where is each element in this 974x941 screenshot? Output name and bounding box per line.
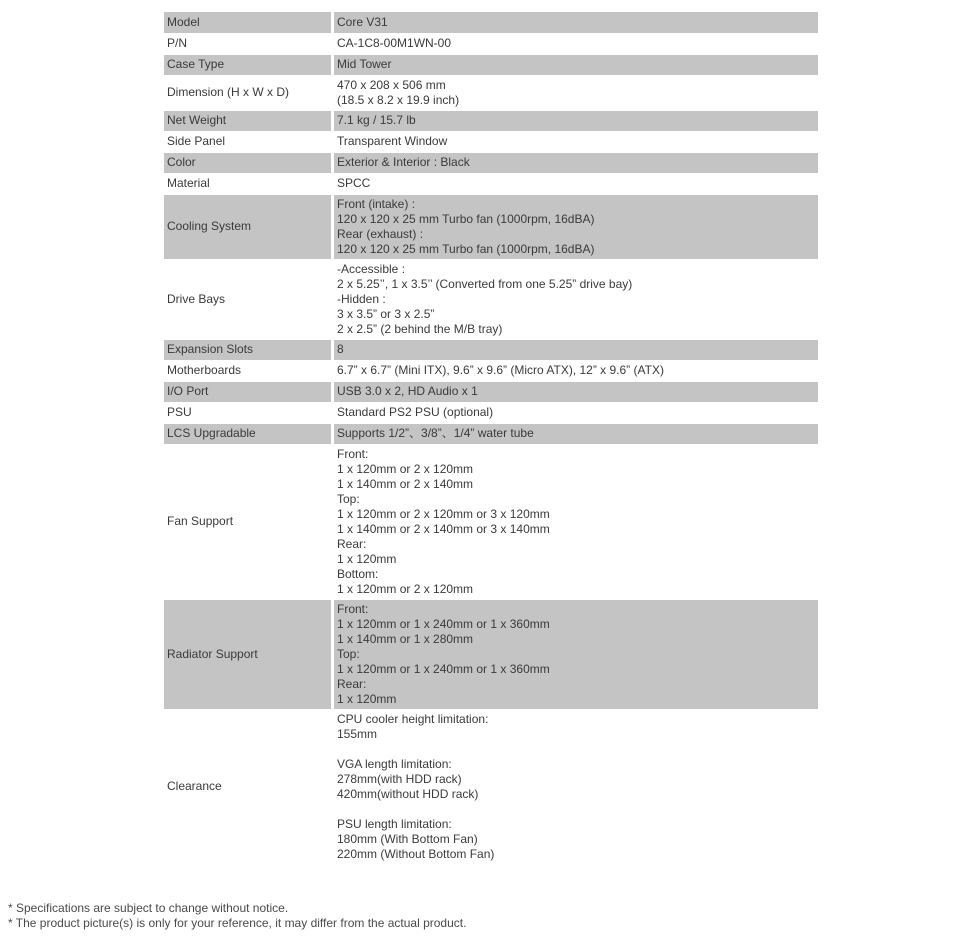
spec-value-line: Top: xyxy=(337,491,360,506)
spec-value xyxy=(333,54,819,75)
spec-label: Case Type xyxy=(164,54,333,75)
spec-label: Model xyxy=(164,12,333,33)
spec-label: Radiator Support xyxy=(164,599,333,709)
spec-row xyxy=(164,423,818,444)
spec-value-line: 1 x 120mm xyxy=(337,551,397,566)
spec-row xyxy=(164,381,818,402)
spec-value-line: Exterior & Interior : Black xyxy=(337,155,470,169)
spec-row xyxy=(164,194,818,259)
spec-label: Side Panel xyxy=(164,131,333,152)
spec-value-line: 1 x 120mm or 2 x 120mm xyxy=(337,581,474,596)
spec-value-line: 6.7” x 6.7” (Mini ITX), 9.6” x 9.6” (Micro ATX), 12” x 9.6” (ATX) xyxy=(337,363,664,377)
spec-label: Motherboards xyxy=(164,360,333,381)
spec-value-line: -Hidden : xyxy=(337,291,386,306)
footnotes xyxy=(8,901,968,931)
spec-value-line: Top: xyxy=(337,646,360,661)
spec-value-line: 470 x 208 x 506 mm xyxy=(337,77,446,92)
spec-value-line: 1 x 140mm or 2 x 140mm xyxy=(337,476,474,491)
spec-value xyxy=(333,599,819,709)
spec-value-line: (18.5 x 8.2 x 19.9 inch) xyxy=(337,92,460,107)
spec-value xyxy=(333,194,819,259)
spec-value-line: Supports 1/2”、3/8”、1/4” water tube xyxy=(337,426,534,440)
spec-row xyxy=(164,259,818,339)
spec-value-line: 1 x 120mm or 1 x 240mm or 1 x 360mm xyxy=(337,661,550,676)
spec-value-line xyxy=(337,802,815,817)
spec-value-line: CPU cooler height limitation: xyxy=(337,711,489,726)
spec-value-line: 1 x 120mm or 1 x 240mm or 1 x 360mm xyxy=(337,616,550,631)
spec-label: Color xyxy=(164,152,333,173)
spec-label: I/O Port xyxy=(164,381,333,402)
spec-value-line: Transparent Window xyxy=(337,134,448,148)
spec-row xyxy=(164,54,818,75)
spec-value-line: USB 3.0 x 2, HD Audio x 1 xyxy=(337,384,478,398)
spec-value-line: 155mm xyxy=(337,726,378,741)
spec-label: Dimension (H x W x D) xyxy=(164,75,333,110)
spec-value-line: 120 x 120 x 25 mm Turbo fan (1000rpm, 16dBA) xyxy=(337,211,595,226)
spec-value xyxy=(333,402,819,423)
footnote-picture-reference: * The product picture(s) is only for your reference, it may differ from the actual product. xyxy=(8,916,467,930)
spec-value-line: VGA length limitation: xyxy=(337,756,452,771)
spec-value-line: PSU length limitation: xyxy=(337,816,452,831)
spec-row xyxy=(164,444,818,599)
spec-label: Material xyxy=(164,173,333,194)
spec-value-line xyxy=(337,742,815,757)
spec-value-line: Rear: xyxy=(337,536,367,551)
spec-label: LCS Upgradable xyxy=(164,423,333,444)
spec-row xyxy=(164,599,818,709)
spec-value-line: 2 x 5.25’’, 1 x 3.5’’ (Converted from one 5.25” drive bay) xyxy=(337,276,633,291)
spec-value-line: -Accessible : xyxy=(337,261,406,276)
spec-row xyxy=(164,131,818,152)
spec-row xyxy=(164,152,818,173)
spec-row xyxy=(164,173,818,194)
footnote-spec-change: * Specifications are subject to change without notice. xyxy=(8,901,289,915)
spec-label: Fan Support xyxy=(164,444,333,599)
spec-value-line: 7.1 kg / 15.7 lb xyxy=(337,113,416,127)
spec-row xyxy=(164,360,818,381)
spec-table xyxy=(164,12,818,865)
spec-value xyxy=(333,173,819,194)
spec-value-line: 2 x 2.5” (2 behind the M/B tray) xyxy=(337,321,503,336)
spec-value xyxy=(333,12,819,33)
spec-value-line: 278mm(with HDD rack) xyxy=(337,771,462,786)
spec-value-line: Standard PS2 PSU (optional) xyxy=(337,405,494,419)
spec-row xyxy=(164,110,818,131)
spec-row xyxy=(164,709,818,864)
spec-value xyxy=(333,75,819,110)
spec-value-line: 1 x 140mm or 2 x 140mm or 3 x 140mm xyxy=(337,521,550,536)
spec-value xyxy=(333,110,819,131)
spec-value-line: Front: xyxy=(337,601,369,616)
spec-label: Clearance xyxy=(164,709,333,864)
spec-row xyxy=(164,33,818,54)
spec-value-line: 1 x 120mm or 2 x 120mm or 3 x 120mm xyxy=(337,506,550,521)
spec-value-line: Bottom: xyxy=(337,566,379,581)
spec-value xyxy=(333,360,819,381)
spec-table-body xyxy=(164,12,818,864)
spec-value-line: Front (intake) : xyxy=(337,196,416,211)
spec-row xyxy=(164,75,818,110)
spec-value-line: 1 x 120mm or 2 x 120mm xyxy=(337,461,474,476)
spec-value-line: 1 x 140mm or 1 x 280mm xyxy=(337,631,474,646)
spec-value-line: SPCC xyxy=(337,176,371,190)
spec-label: P/N xyxy=(164,33,333,54)
spec-value-line: 3 x 3.5” or 3 x 2.5” xyxy=(337,306,435,321)
spec-label: Cooling System xyxy=(164,194,333,259)
spec-value xyxy=(333,131,819,152)
spec-value-line: Rear: xyxy=(337,676,367,691)
spec-value xyxy=(333,339,819,360)
spec-row xyxy=(164,339,818,360)
spec-value-line: Mid Tower xyxy=(337,57,392,71)
spec-label: PSU xyxy=(164,402,333,423)
spec-value-line: Front: xyxy=(337,446,369,461)
spec-value xyxy=(333,152,819,173)
spec-row xyxy=(164,12,818,33)
spec-value-line: 8 xyxy=(337,342,344,356)
spec-label: Drive Bays xyxy=(164,259,333,339)
spec-label: Expansion Slots xyxy=(164,339,333,360)
spec-label: Net Weight xyxy=(164,110,333,131)
spec-value-line: 180mm (With Bottom Fan) xyxy=(337,831,478,846)
spec-value xyxy=(333,33,819,54)
spec-value xyxy=(333,423,819,444)
spec-value-line: 1 x 120mm xyxy=(337,691,397,706)
spec-value xyxy=(333,259,819,339)
spec-value-line: CA-1C8-00M1WN-00 xyxy=(337,36,452,50)
spec-value-line: 220mm (Without Bottom Fan) xyxy=(337,846,495,861)
spec-value-line: Rear (exhaust) : xyxy=(337,226,424,241)
spec-value-line: 420mm(without HDD rack) xyxy=(337,786,479,801)
spec-value xyxy=(333,444,819,599)
spec-value-line: 120 x 120 x 25 mm Turbo fan (1000rpm, 16dBA) xyxy=(337,241,595,256)
spec-row xyxy=(164,402,818,423)
spec-value xyxy=(333,381,819,402)
spec-value-line: Core V31 xyxy=(337,14,388,29)
spec-value xyxy=(333,709,819,864)
